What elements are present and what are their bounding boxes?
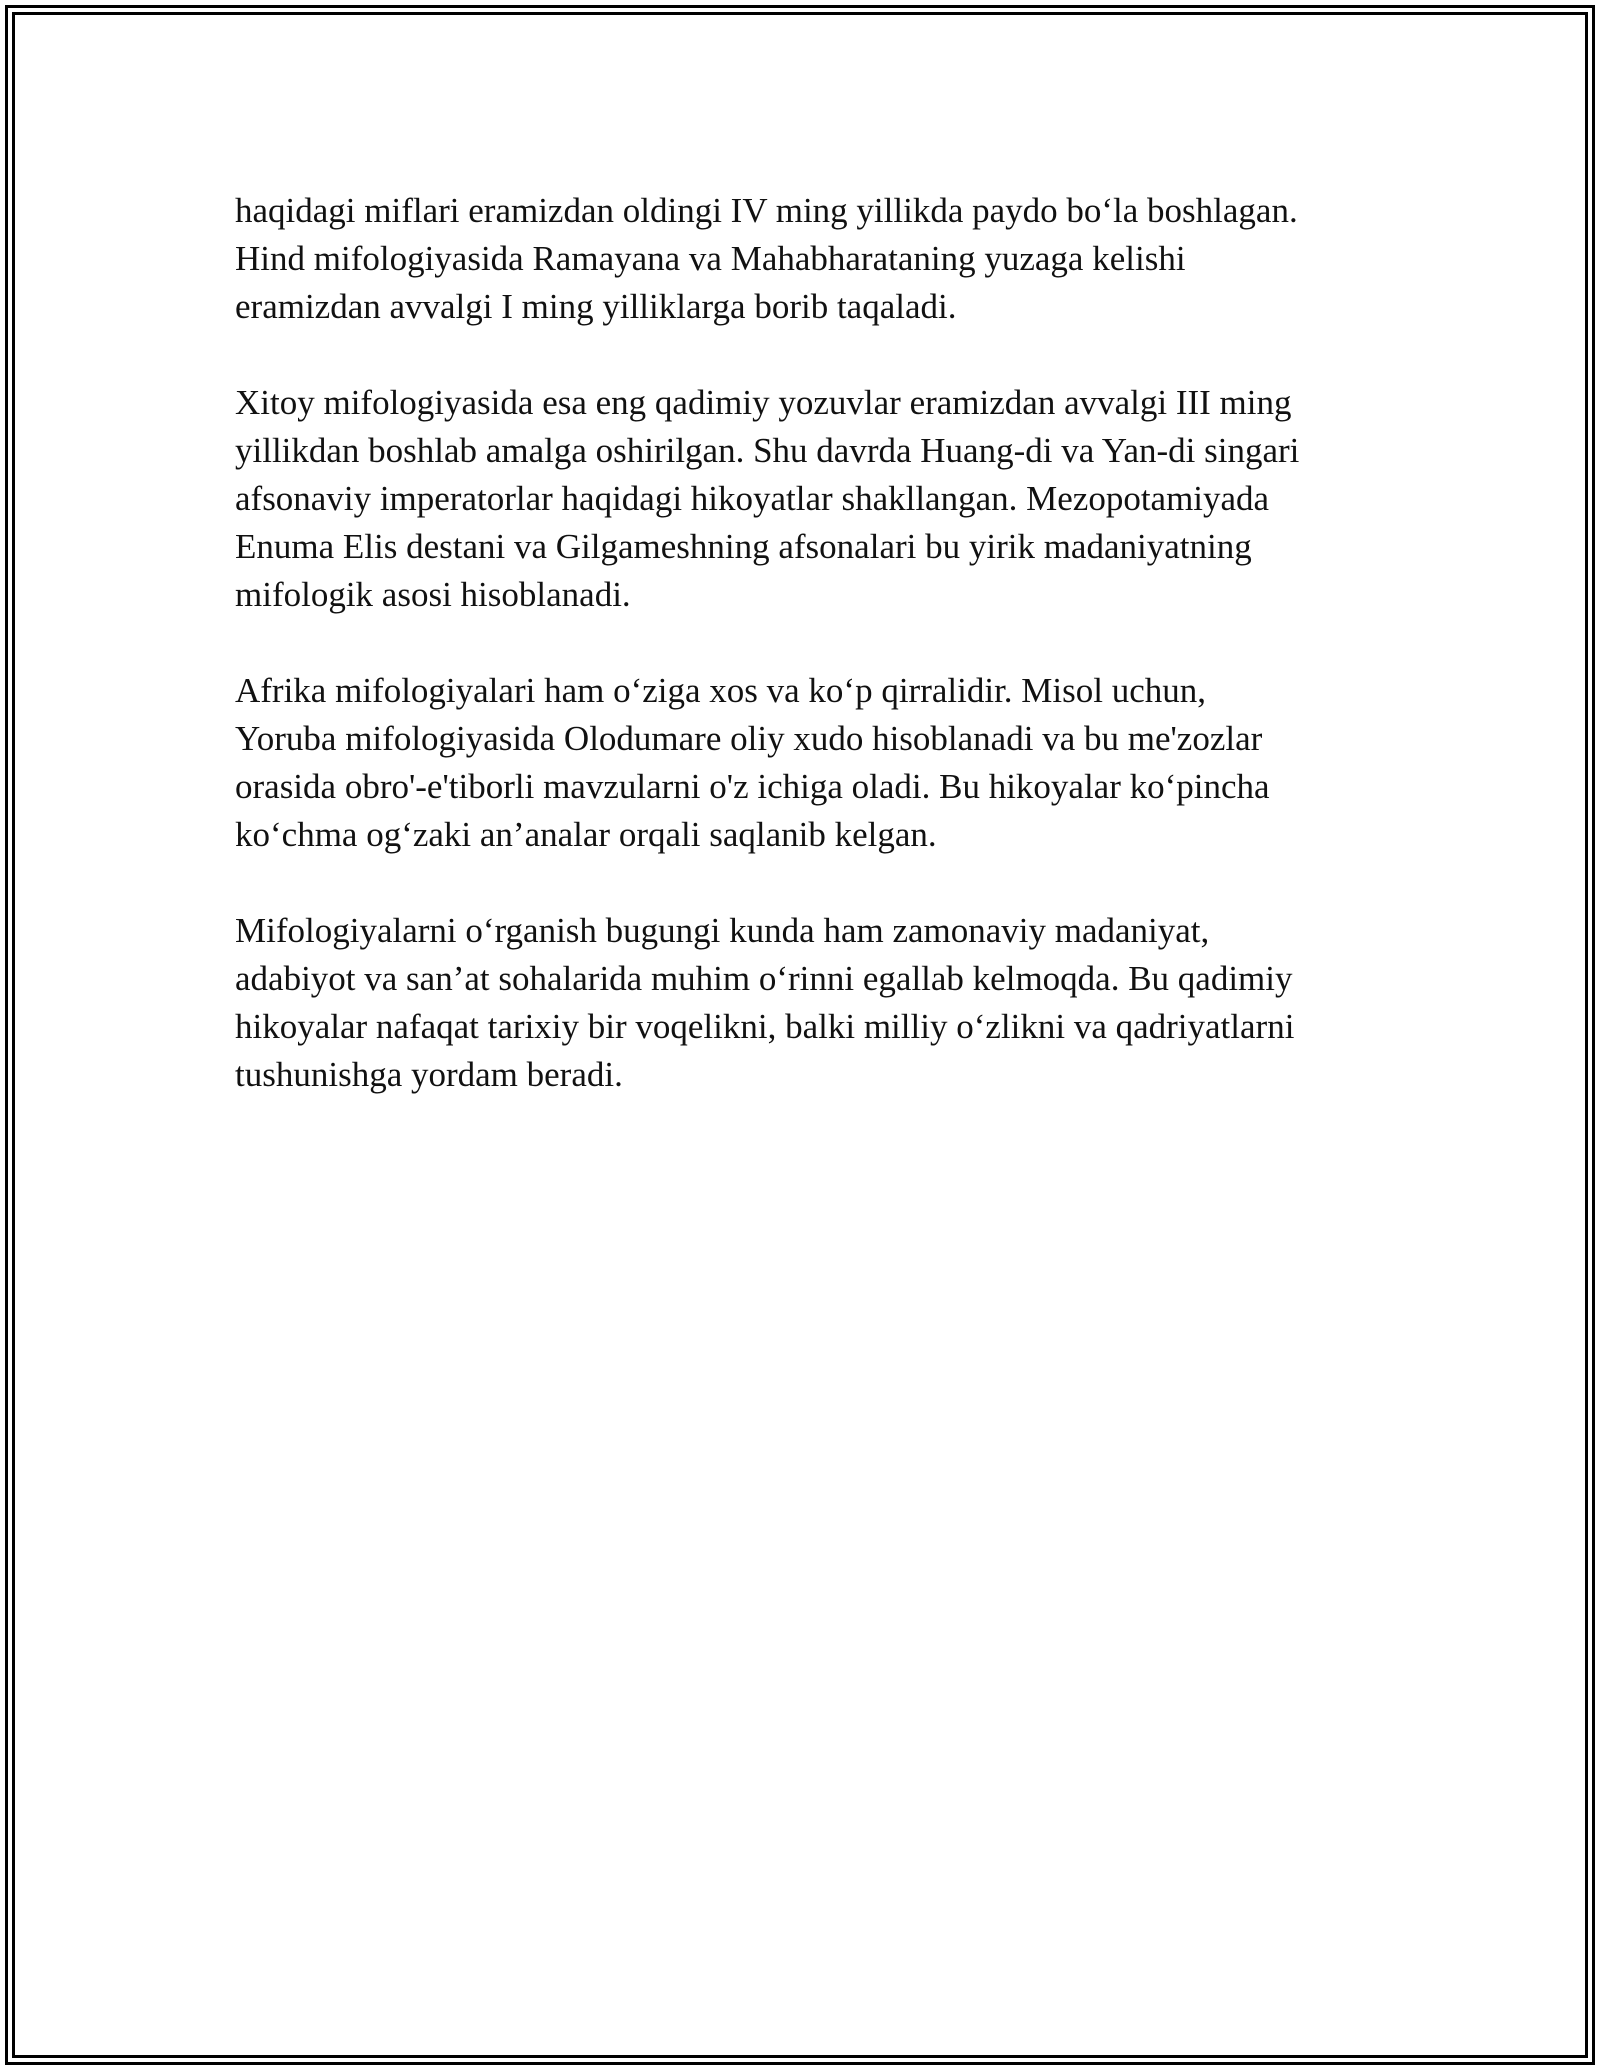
text-line: Xitoy mifologiyasida esa eng qadimiy yozuvlar eramizdan avvalgi III ming (235, 383, 1292, 422)
text-line: Hind mifologiyasida Ramayana va Mahabharataning yuzaga kelishi (235, 239, 1186, 278)
text-line: adabiyot va san’at sohalarida muhim o‘rinni egallab kelmoqda. Bu qadimiy (235, 959, 1293, 998)
text-line: Mifologiyalarni o‘rganish bugungi kunda ham zamonaviy madaniyat, (235, 911, 1210, 950)
text-line: ko‘chma og‘zaki an’analar orqali saqlanib kelgan. (235, 815, 937, 854)
text-line: afsonaviy imperatorlar haqidagi hikoyatlar shakllangan. Mezopotamiyada (235, 479, 1270, 518)
document-body (235, 187, 1385, 1147)
paragraph-2 (235, 379, 1385, 619)
paragraph-3 (235, 667, 1385, 859)
text-line: mifologik asosi hisoblanadi. (235, 575, 631, 614)
text-line: hikoyalar nafaqat tarixiy bir voqelikni, balki milliy o‘zlikni va qadriyatlarni (235, 1007, 1295, 1046)
text-line: yillikdan boshlab amalga oshirilgan. Shu davrda Huang-di va Yan-di singari (235, 431, 1300, 470)
text-line: haqidagi miflari eramizdan oldingi IV ming yillikda paydo bo‘la boshlagan. (235, 191, 1298, 230)
text-line: orasida obro'-e'tiborli mavzularni o'z ichiga oladi. Bu hikoyalar ko‘pincha (235, 767, 1270, 806)
text-line: Yoruba mifologiyasida Olodumare oliy xudo hisoblanadi va bu me'zozlar (235, 719, 1263, 758)
text-line: Enuma Elis destani va Gilgameshning afsonalari bu yirik madaniyatning (235, 527, 1252, 566)
text-line: eramizdan avvalgi I ming yilliklarga borib taqaladi. (235, 287, 957, 326)
text-line: tushunishga yordam beradi. (235, 1055, 623, 1094)
paragraph-4 (235, 907, 1385, 1099)
text-line: Afrika mifologiyalari ham o‘ziga xos va ko‘p qirralidir. Misol uchun, (235, 671, 1207, 710)
paragraph-1 (235, 187, 1385, 331)
